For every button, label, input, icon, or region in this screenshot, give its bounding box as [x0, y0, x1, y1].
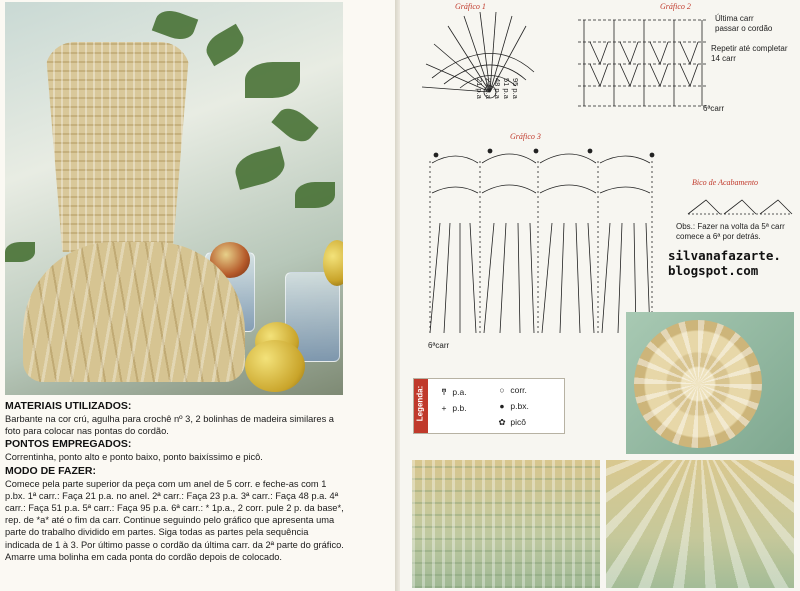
yellow-fruit — [323, 240, 343, 286]
legend-item-pb: + p.b. — [438, 403, 467, 413]
bico-obs: Obs.: Fazer na volta da 5ª carr comece a 6ª por detrás. — [676, 222, 785, 241]
picot-symbol-icon: ✿ — [498, 417, 506, 427]
grafico2-note-last-row: Última carr passar o cordão — [715, 14, 773, 33]
grafico1-count: 23 p.a — [484, 78, 493, 99]
grafico1-count: 95 p.a — [511, 78, 520, 99]
instructions-text — [5, 400, 345, 564]
materials-text: Barbante na cor crú, agulha para crochê nº 3, 2 bolinhas de madeira similares a foto para colocar nas pontas do cordão. — [5, 414, 334, 437]
ivy-leaf — [5, 242, 35, 262]
grafico1-count: 21 p.a — [475, 78, 484, 99]
ivy-leaf — [245, 62, 300, 98]
lace-detail-photo — [412, 460, 600, 588]
vase-cover-photo — [5, 2, 343, 395]
grafico2-diagram — [578, 14, 708, 114]
bico-title: Bico de Acabamento — [692, 178, 759, 187]
stitch-legend — [413, 378, 565, 434]
single-crochet-symbol-icon: + — [441, 403, 447, 413]
slip-stitch-symbol-icon: ● — [499, 401, 505, 411]
ivy-leaf — [152, 6, 198, 44]
grafico1-count: 51 p.a — [502, 78, 511, 99]
legend-item-corr: ○ corr. — [496, 385, 527, 395]
method-text: Comece pela parte superior da peça com um anel de 5 corr. e feche-as com 1 p.bx. 1ª carr.: Faça 21 p.a. no anel. 2ª carr.: Faça 23 p.a. 3ª carr.: Faça 48 p.a. 4ª carr.: Faça 51 p.a. 5ª carr.: Faça 95 p.a. 6ª carr.: * 1p.a., 2 corr. pule 2 p. da base*, rep. de *a* até o fim da carr. Continue seguindo pelo gráfico que apresenta uma parte do trabalho dividido em partes. Siga todas as partes pela sequência indicada de 1 à 3. Por último passe o cordão da última carr. da 2ª parte do gráfico. Amarre uma bolinha em cada ponta do cordão depois de colocado. — [5, 478, 344, 562]
legend-item-pico: ✿ picô — [496, 417, 526, 428]
fan-detail-photo — [606, 460, 794, 588]
ivy-leaf — [201, 24, 249, 67]
legend-item-pa: ͳ p.a. — [438, 387, 467, 398]
grafico3-diagram — [420, 143, 660, 343]
grafico2-title: Gráfico 2 — [660, 2, 691, 11]
crochet-doily — [634, 320, 762, 448]
grafico1-title: Gráfico 1 — [455, 2, 486, 11]
ivy-leaf — [232, 146, 289, 190]
stitches-text: Correntinha, ponto alto e ponto baixo, ponto baixíssimo e picô. — [5, 452, 263, 463]
legend-item-pbx: ● p.bx. — [496, 401, 529, 411]
grafico3-note-sixth-row: 6ªcarr — [428, 341, 450, 350]
bico-diagram — [686, 196, 796, 218]
legend-tag-label: Legenda: — [415, 385, 425, 422]
grafico2-note-sixth-row: 6ªcarr — [703, 104, 725, 113]
chain-symbol-icon: ○ — [499, 385, 505, 395]
double-crochet-symbol-icon: ͳ — [441, 387, 447, 397]
crochet-vase-base — [23, 242, 245, 382]
method-heading: MODO DE FAZER: — [5, 464, 96, 477]
crochet-vase-neck — [45, 42, 190, 252]
grafico2-note-repeat: Repetir até completar 14 carr — [711, 44, 788, 63]
blog-url: silvanafazarte. blogspot.com — [668, 248, 781, 278]
ivy-leaf — [295, 182, 335, 208]
grafico3-title: Gráfico 3 — [510, 132, 541, 141]
grafico1-count: 48 p.a — [493, 78, 502, 99]
ivy-leaf — [271, 102, 318, 148]
yellow-fruit — [245, 340, 305, 392]
legend-tag — [414, 379, 428, 433]
materials-heading: MATERIAIS UTILIZADOS: — [5, 400, 132, 412]
doily-top-photo — [626, 312, 794, 454]
stitches-heading: PONTOS EMPREGADOS: — [5, 438, 132, 451]
